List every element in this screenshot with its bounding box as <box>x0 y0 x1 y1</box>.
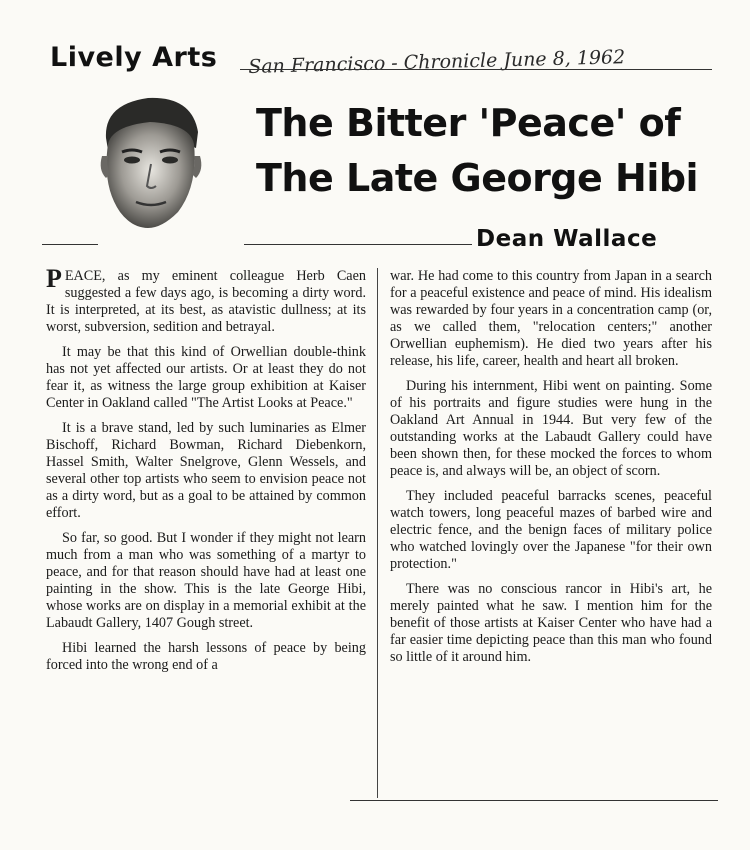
paragraph: During his internment, Hibi went on painting. Some of his portraits and figure studies were hung in the Oakland Art Annual in 1944. But very few of the outstanding works at the Labaudt Gallery could have been shown then, for these mocked the forces to whom peace is, and always will be, an object of scorn. <box>390 378 712 479</box>
paragraph: There was no conscious rancor in Hibi's art, he merely painted what he saw. I mention him for the benefit of those artists at Kaiser Center who have had a far easier time depicting peace than this man who found so little of it around him. <box>390 581 712 665</box>
article-column-left <box>46 264 366 682</box>
paragraph: They included peaceful barracks scenes, peaceful watch towers, long peaceful mazes of barbed wire and electric fence, and the benign faces of military police who watched lovingly over the Japanese "for their own protection." <box>390 488 712 572</box>
paragraph: PEACE, as my eminent colleague Herb Caen suggested a few days ago, is becoming a dirty word. It is interpreted, at its best, as atavistic dullness; at its worst, subversion, sedition and betrayal. <box>46 264 366 335</box>
top-rule <box>240 69 712 70</box>
headline <box>256 96 698 206</box>
paragraph: It is a brave stand, led by such luminaries as Elmer Bischoff, Richard Bowman, Richard Diebenkorn, Hassel Smith, Walter Snelgrove, Glenn Wessels, and several other top artists who seem to envision peace not as a dirty word, but as a goal to be attained by common effort. <box>46 420 366 521</box>
handwritten-source-note: San Francisco - Chronicle June 8, 1962 <box>248 46 626 78</box>
byline-rule <box>244 244 472 245</box>
byline-rule-left <box>42 244 98 245</box>
column-divider <box>377 268 378 798</box>
headline-line-2: The Late George Hibi <box>256 156 699 201</box>
section-label: Lively Arts <box>50 42 218 73</box>
paragraph: It may be that this kind of Orwellian double-think has not yet affected our artists. Or at least they do not fear it, as witness the large group exhibition at Kaiser Center in Oakland called "The Artist Looks at Peace." <box>46 344 366 411</box>
bottom-rule <box>350 800 718 801</box>
paragraph: Hibi learned the harsh lessons of peace by being forced into the wrong end of a <box>46 640 366 673</box>
byline: Dean Wallace <box>476 226 658 252</box>
paragraph: So far, so good. But I wonder if they might not learn much from a man who was something of a martyr to peace, and for that reason should have had at least one painting in the show. This is the late George Hibi, whose works are on display in a memorial exhibit at the Labaudt Gallery, 1407 Gough street. <box>46 530 366 631</box>
author-portrait-photo <box>92 86 210 236</box>
article-column-right <box>390 268 712 674</box>
headline-line-1: The Bitter 'Peace' of <box>256 101 681 145</box>
paragraph: war. He had come to this country from Japan in a search for a peaceful existence and peace of mind. His idealism was rewarded by four years in a concentration camp (or, as we called them, "relocation centers;" another Orwellian euphemism). He died two years after his release, his life, career, health and heart all broken. <box>390 268 712 369</box>
